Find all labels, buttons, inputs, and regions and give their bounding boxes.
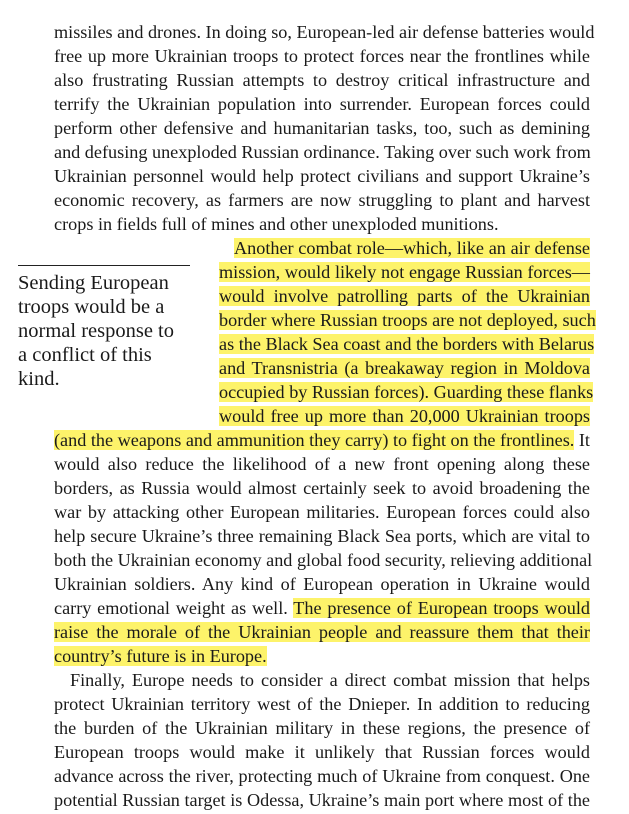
para2-line: borders, as Russia would almost certainly seek to avoid broadening the xyxy=(54,478,590,498)
para2-line xyxy=(54,620,590,644)
pullquote-line: a conflict of this xyxy=(18,344,152,366)
pullquote-line: normal response to xyxy=(18,320,174,342)
para3-line: potential Russian target is Odessa, Ukraine’s main port where most of the xyxy=(54,790,590,810)
para3-line: European troops would make it unlikely that Russian forces would xyxy=(54,742,590,762)
para2-line xyxy=(219,284,590,308)
para2-line xyxy=(219,404,590,428)
para2-line: Ukrainian soldiers. Any kind of European operation in Ukraine would xyxy=(54,574,590,594)
highlight: and Transnistria (a breakaway region in Moldova xyxy=(219,358,590,378)
para2-line xyxy=(234,236,590,260)
para3-line: Finally, Europe needs to consider a direct combat mission that helps xyxy=(70,670,590,690)
para1-line: also frustrating Russian attempts to destroy critical infrastructure and xyxy=(54,70,590,90)
para2-text: It xyxy=(574,430,590,450)
highlight: Another combat role—which, like an air defense xyxy=(234,238,590,258)
para3-line: protect Ukrainian territory west of the Dnieper. In addition to reducing xyxy=(54,694,590,714)
highlight: would free up more than 20,000 Ukrainian troops xyxy=(219,406,590,426)
pullquote-line: Sending European xyxy=(18,272,169,294)
para2-line xyxy=(54,428,590,452)
pullquote-line: kind. xyxy=(18,368,60,390)
para3-line: the burden of the Ukrainian military in these regions, the presence of xyxy=(54,718,590,738)
para2-line xyxy=(219,332,595,356)
para2-line: both the Ukrainian economy and global food security, relieving additional xyxy=(54,550,593,570)
para2-line xyxy=(219,260,590,284)
para1-line: and defusing unexploded Russian ordinance. Taking over such work from xyxy=(54,142,591,162)
para1-line: Ukrainian personnel would help protect civilians and support Ukraine’s xyxy=(54,166,590,186)
para1-line: missiles and drones. In doing so, European-led air defense batteries would xyxy=(54,22,595,42)
para2-line xyxy=(219,356,590,380)
pullquote-line: troops would be a xyxy=(18,296,165,318)
highlight: raise the morale of the Ukrainian people and reassure them that their xyxy=(54,622,590,642)
para2-line xyxy=(219,380,594,404)
highlight: would involve patrolling parts of the Ukrainian xyxy=(219,286,590,306)
para2-text: carry emotional weight as well. xyxy=(54,598,294,618)
para2-line xyxy=(54,596,590,620)
para1-line: economic recovery, as farmers are now struggling to plant and harvest xyxy=(54,190,590,210)
para2-line: war by attacking other European militaries. European forces could also xyxy=(54,502,590,522)
para2-line xyxy=(219,308,596,332)
highlight: occupied by Russian forces). Guarding these flanks xyxy=(219,382,594,402)
highlight: country’s future is in Europe. xyxy=(54,646,267,666)
para1-line: terrify the Ukrainian population into surrender. European forces could xyxy=(54,94,590,114)
highlight: mission, would likely not engage Russian forces— xyxy=(219,262,590,282)
para1-line: perform other defensive and humanitarian tasks, too, such as demining xyxy=(54,118,590,138)
para2-line: help secure Ukraine’s three remaining Black Sea ports, which are vital to xyxy=(54,526,590,546)
highlight: (and the weapons and ammunition they carry) to fight on the frontlines. xyxy=(54,430,575,450)
pullquote-rule xyxy=(18,265,190,266)
highlight: as the Black Sea coast and the borders with Belarus xyxy=(219,334,595,354)
para3-line: advance across the river, protecting much of Ukraine from conquest. One xyxy=(54,766,590,786)
para2-line xyxy=(54,644,590,668)
highlight: border where Russian troops are not deployed, such xyxy=(219,310,596,330)
para2-line: would also reduce the likelihood of a new front opening along these xyxy=(54,454,590,474)
para1-line: crops in fields full of mines and other unexploded munitions. xyxy=(54,214,499,234)
highlight: The presence of European troops would xyxy=(293,598,590,618)
para1-line: free up more Ukrainian troops to protect forces near the frontlines while xyxy=(54,46,590,66)
